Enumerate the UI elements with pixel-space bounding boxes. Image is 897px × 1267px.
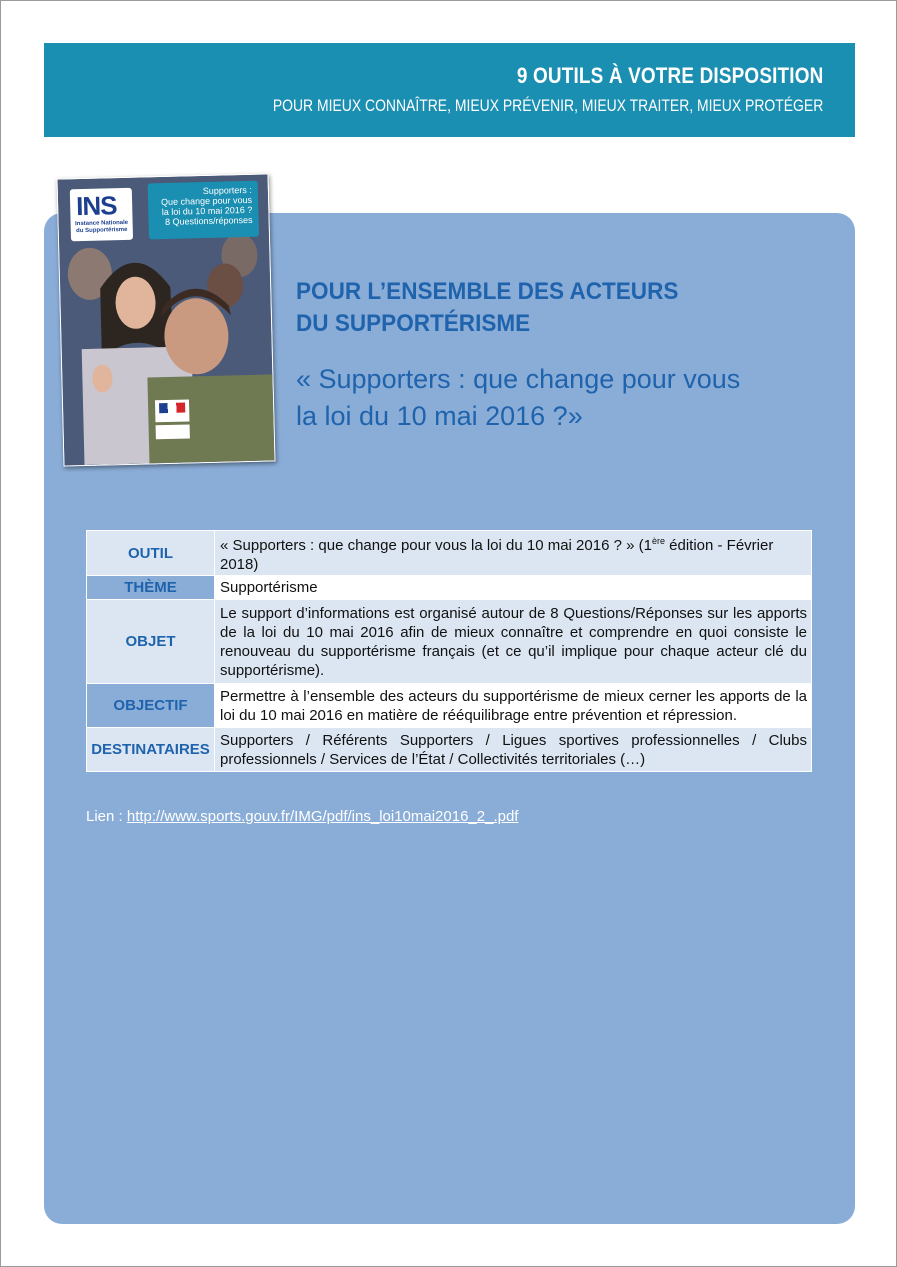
outil-label: OUTIL <box>87 531 215 576</box>
cover-box-line1: Supporters : <box>202 184 252 197</box>
objectif-value: Permettre à l’ensemble des acteurs du supportérisme de mieux cerner les apports de la loi du 10 mai 2016 en matière de rééquilibrage entre prévention et répression. <box>215 684 812 728</box>
ministere-logo <box>156 424 190 439</box>
ins-logo-caption-line1: Instance Nationale <box>75 219 129 228</box>
theme-label: THÈME <box>87 576 215 600</box>
republique-francaise-logo <box>155 399 190 422</box>
audience-title-line2: DU SUPPORTÉRISME <box>296 310 531 337</box>
destinataires-label: DESTINATAIRES <box>87 728 215 772</box>
link-line <box>86 808 518 825</box>
tool-subtitle <box>296 361 816 435</box>
table-row-outil <box>87 531 812 576</box>
link-prefix: Lien : <box>86 808 127 825</box>
cover-box-line2: Que change pour vous <box>160 194 253 208</box>
destinataires-value: Supporters / Référents Supporters / Ligues sportives professionnelles / Clubs professionnels / Services de l’État / Collectivités territoriales (…) <box>215 728 812 772</box>
table-row-theme <box>87 576 812 600</box>
ins-logo-caption <box>73 220 131 235</box>
cover-box-line3: la loi du 10 mai 2016 ? <box>161 204 253 218</box>
ins-logo-text: INS <box>75 190 117 222</box>
audience-title <box>296 276 678 340</box>
brochure-pdf-link[interactable]: http://www.sports.gouv.fr/IMG/pdf/ins_loi10mai2016_2_.pdf <box>126 808 519 825</box>
ins-logo <box>70 188 133 241</box>
table-row-objectif <box>87 684 812 728</box>
outil-value-text: « Supporters : que change pour vous la loi du 10 mai 2016 ? » (1 <box>220 537 652 554</box>
tool-subtitle-line1: « Supporters : que change pour vous <box>296 364 741 394</box>
header-title: 9 OUTILS À VOTRE DISPOSITION <box>516 63 823 88</box>
objet-value: Le support d’informations est organisé autour de 8 Questions/Réponses sur les apports de la loi du 10 mai 2016 afin de mieux connaître et comprendre en quoi consiste le renouveau du supportérisme français (et ce qu’il implique pour chaque acteur clé du supportérisme). <box>215 600 812 684</box>
objectif-label: OBJECTIF <box>87 684 215 728</box>
outil-value-text-end: édition - Février 2018) <box>220 537 774 573</box>
objet-label: OBJET <box>87 600 215 684</box>
header-banner <box>44 43 855 137</box>
table-row-destinataires <box>87 728 812 772</box>
audience-title-line1: POUR L’ENSEMBLE DES ACTEURS <box>296 278 679 305</box>
outil-value <box>215 531 812 576</box>
tool-subtitle-line2: la loi du 10 mai 2016 ?» <box>296 401 583 431</box>
brochure-cover-image <box>57 173 276 466</box>
cover-box-line4: 8 Questions/réponses <box>164 214 253 227</box>
outil-value-sup: ère <box>651 536 665 546</box>
table-row-objet <box>87 600 812 684</box>
ins-logo-caption-line2: du Supportérisme <box>76 226 128 235</box>
theme-value: Supportérisme <box>215 576 812 600</box>
tool-info-table <box>86 530 812 772</box>
cover-title-box <box>148 181 259 240</box>
header-subtitle: POUR MIEUX CONNAÎTRE, MIEUX PRÉVENIR, MIEUX TRAITER, MIEUX PROTÉGER <box>272 96 823 115</box>
